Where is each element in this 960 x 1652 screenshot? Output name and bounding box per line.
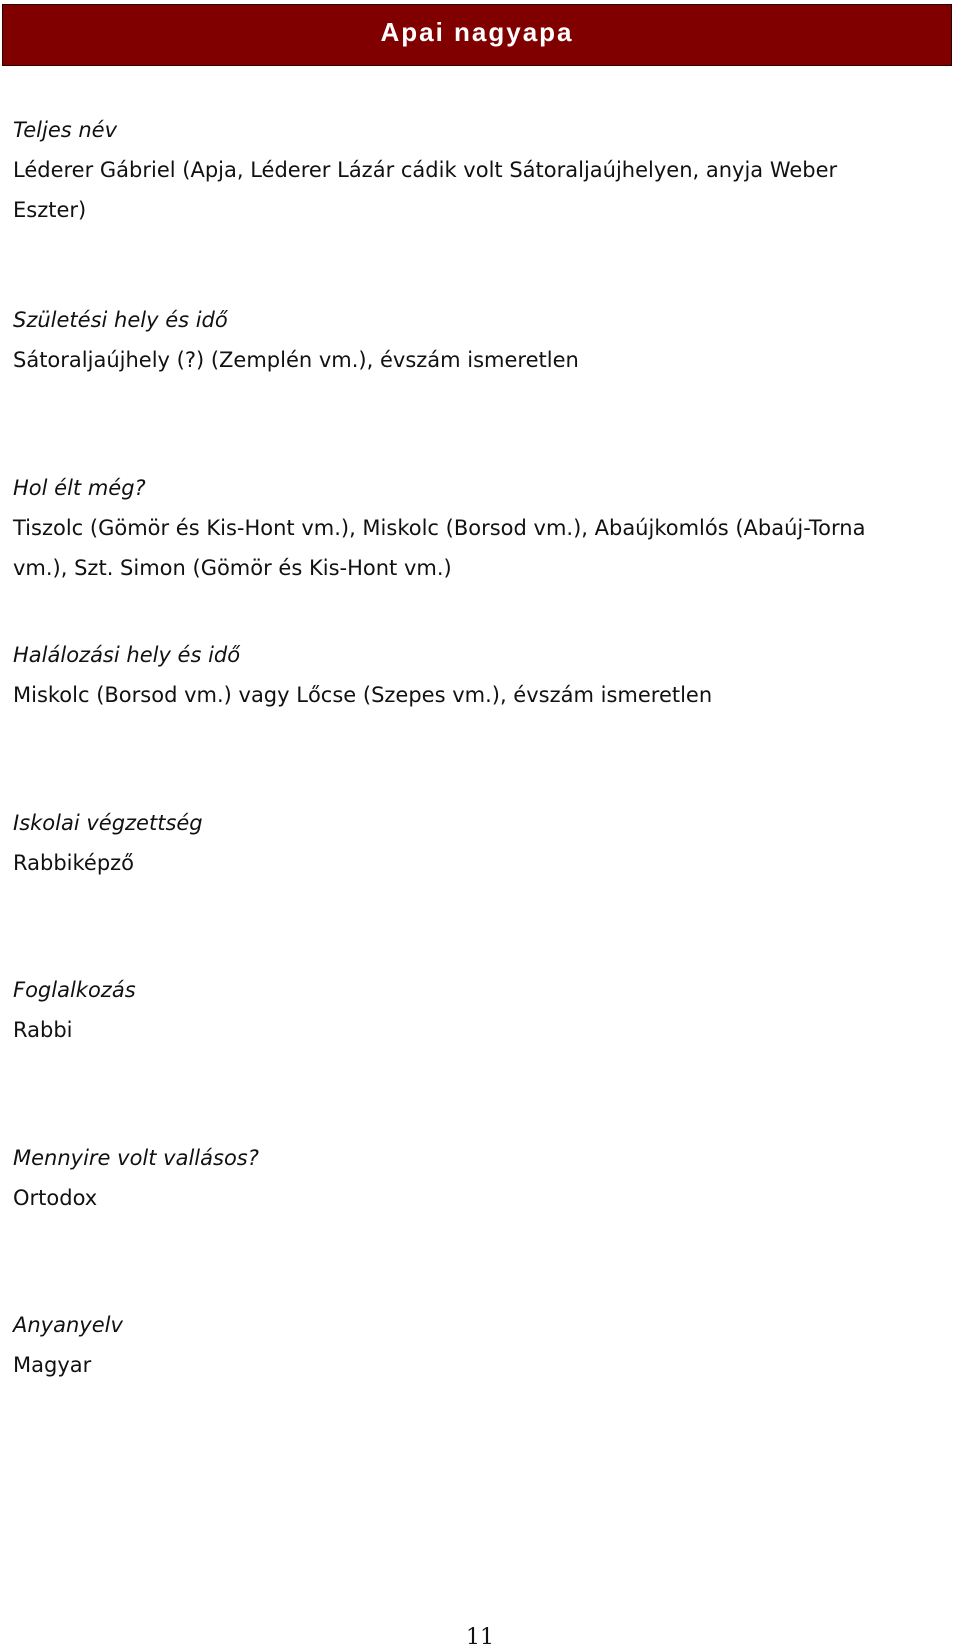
field-full-name: [13, 110, 913, 230]
field-education: [13, 803, 913, 883]
field-value: Miskolc (Borsod vm.) vagy Lőcse (Szepes vm.), évszám ismeretlen: [13, 683, 713, 707]
field-label: Hol élt még?: [13, 476, 146, 500]
field-value: Magyar: [13, 1353, 92, 1377]
field-label: Születési hely és idő: [13, 308, 228, 332]
section-title: Apai nagyapa: [380, 16, 574, 47]
field-value: Ortodox: [13, 1186, 98, 1210]
field-value: Tiszolc (Gömör és Kis-Hont vm.), Miskolc (Borsod vm.), Abaújkomlós (Abaúj-Torna vm.), Szt. Simon (Gömör és Kis-Hont vm.): [13, 516, 866, 580]
field-label: Foglalkozás: [13, 978, 136, 1002]
field-death-place-date: [13, 635, 913, 715]
field-other-residences: [13, 468, 913, 588]
section-header-bar: [2, 4, 952, 66]
field-value: Léderer Gábriel (Apja, Léderer Lázár cádik volt Sátoraljaújhelyen, anyja Weber Eszter): [13, 158, 838, 222]
page-number: 11: [466, 1625, 494, 1650]
field-label: Iskolai végzettség: [13, 811, 203, 835]
field-label: Halálozási hely és idő: [13, 643, 241, 667]
field-occupation: [13, 970, 913, 1050]
field-religiosity: [13, 1138, 913, 1218]
field-value: Sátoraljaújhely (?) (Zemplén vm.), évszám ismeretlen: [13, 348, 579, 372]
field-label: Anyanyelv: [13, 1313, 123, 1337]
field-label: Teljes név: [13, 118, 118, 142]
field-birth-place-date: [13, 300, 913, 380]
field-mother-tongue: [13, 1305, 913, 1385]
field-value: Rabbi: [13, 1018, 73, 1042]
field-label: Mennyire volt vallásos?: [13, 1146, 259, 1170]
field-value: Rabbiképző: [13, 851, 135, 875]
